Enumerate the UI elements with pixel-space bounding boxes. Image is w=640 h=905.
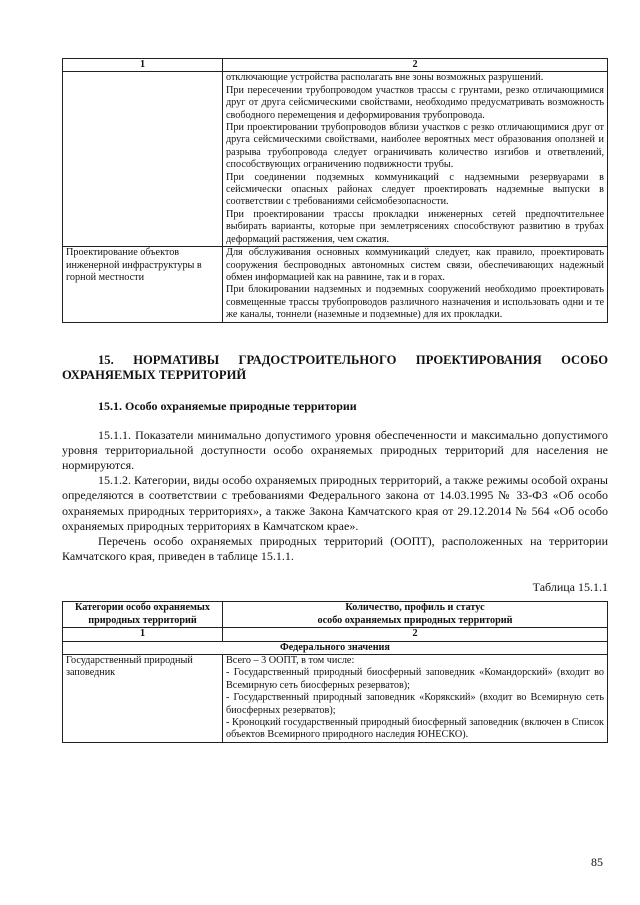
- table-header-row: [63, 59, 608, 72]
- section-heading-continued: [62, 368, 608, 383]
- table-row: [63, 654, 608, 742]
- header-quantity-line1: Количество, профиль и статус: [345, 602, 485, 614]
- list-item: - Государственный природный биосферный заповедник «Командорский» (входит во Всемирную сеть биосферных резерватов);: [226, 667, 604, 691]
- document-page: [62, 58, 608, 743]
- category-cell: Государственный природный заповедник: [63, 654, 223, 742]
- section-heading-line2: ОХРАНЯЕМЫХ ТЕРРИТОРИЙ: [62, 367, 247, 382]
- list-item: - Кроноцкий государственный природный биосферный заповедник (включен в Список объектов Всемирного природного наследия ЮНЕСКО).: [226, 717, 604, 741]
- table-cell-requirements: [223, 72, 608, 247]
- table-group-row: [63, 641, 608, 654]
- column-number-2: 2: [223, 628, 608, 641]
- table-cell-empty: [63, 72, 223, 247]
- table-header-row: [63, 602, 608, 628]
- paragraph: При проектировании трассы прокладки инженерных сетей предпочтительнее выбирать варианты, которые при землетрясениях способствуют развитию в трубах деформаций растяжения, чем сжатия.: [226, 208, 604, 245]
- paragraph: При проектировании трубопроводов вблизи участков с резко отличающимися друг от друга сейсмическими свойствами, наиболее вероятных мест образования оползней и разрыва трубопровода следует ограничивать количество изгибов и ответвлений, способствующих ограничению подвижности трубы.: [226, 122, 604, 171]
- table-cell-topic: Проектирование объектов инженерной инфраструктуры в горной местности: [63, 247, 223, 322]
- column-number-2: 2: [223, 59, 608, 72]
- paragraph-oopt-list: Перечень особо охраняемых природных территорий (ООПТ), расположенных на территории Камчатского края, приведен в таблице 15.1.1.: [62, 533, 608, 564]
- list-item: - Государственный природный заповедник «Корякский» (входит во Всемирную сеть биосферных резерватов);: [226, 692, 604, 716]
- column-number-1: 1: [63, 628, 223, 641]
- oopt-table: [62, 601, 608, 742]
- table-caption: Таблица 15.1.1: [532, 580, 608, 595]
- paragraph: При блокировании надземных и подземных сооружений необходимо проектировать совмещенные трассы трубопроводов различного назначения и использовать одни и те же каналы, тоннели (наземные и подземные) для их прокладки.: [226, 284, 604, 321]
- section-heading-line1: 15. НОРМАТИВЫ ГРАДОСТРОИТЕЛЬНОГО ПРОЕКТИРОВАНИЯ ОСОБО: [98, 352, 608, 367]
- paragraph: При соединении подземных коммуникаций с надземными резервуарами в сейсмически опасных районах следует проектировать надземные выпуски в соответствии с требованиями сейсмобезопасности.: [226, 171, 604, 208]
- details-intro: Всего – 3 ООПТ, в том числе:: [226, 654, 355, 666]
- paragraph: При пересечении трубопроводом участков трассы с грунтами, резко отличающимися друг от друга сейсмическими свойствами, необходимо предусматривать возможность свободного перемещения и деформирования трубопровода.: [226, 84, 604, 121]
- header-quantity: [223, 602, 608, 628]
- table-cell-requirements: [223, 247, 608, 322]
- paragraph: отключающие устройства располагать вне зоны возможных разрушений.: [226, 72, 544, 84]
- column-number-1: 1: [63, 59, 223, 72]
- table-row: [63, 72, 608, 247]
- paragraph-15-1-2: 15.1.2. Категории, виды особо охраняемых природных территорий, а также режимы особой охраны определяются в соответствии с требованиями Федерального закона от 14.03.1995 № 33-ФЗ «Об особо охраняемых природных территориях», а также Закона Камчатского края от 29.12.2014 № 564 «Об особо охраняемых природных территориях в Камчатском крае».: [62, 473, 608, 533]
- header-quantity-line2: особо охраняемых природных территорий: [317, 614, 513, 626]
- group-federal: Федерального значения: [63, 641, 608, 654]
- table-number-row: [63, 628, 608, 641]
- header-categories: Категории особо охраняемых природных территорий: [63, 602, 223, 628]
- subsection-heading: 15.1. Особо охраняемые природные территории: [98, 398, 357, 413]
- page-number: 85: [591, 855, 603, 869]
- paragraph-15-1-1: 15.1.1. Показатели минимально допустимого уровня обеспеченности и максимально допустимого уровня территориальной доступности особо охраняемых природных территорий для населения не нормируются.: [62, 427, 608, 472]
- section-heading: [62, 353, 608, 368]
- details-cell: [223, 654, 608, 742]
- table-row: [63, 247, 608, 322]
- paragraph: Для обслуживания основных коммуникаций следует, как правило, проектировать сооружения беспроводных автономных систем связи, обеспечивающих надежный обмен информацией как на равнине, так и в горах.: [226, 247, 604, 283]
- continuation-table: [62, 58, 608, 323]
